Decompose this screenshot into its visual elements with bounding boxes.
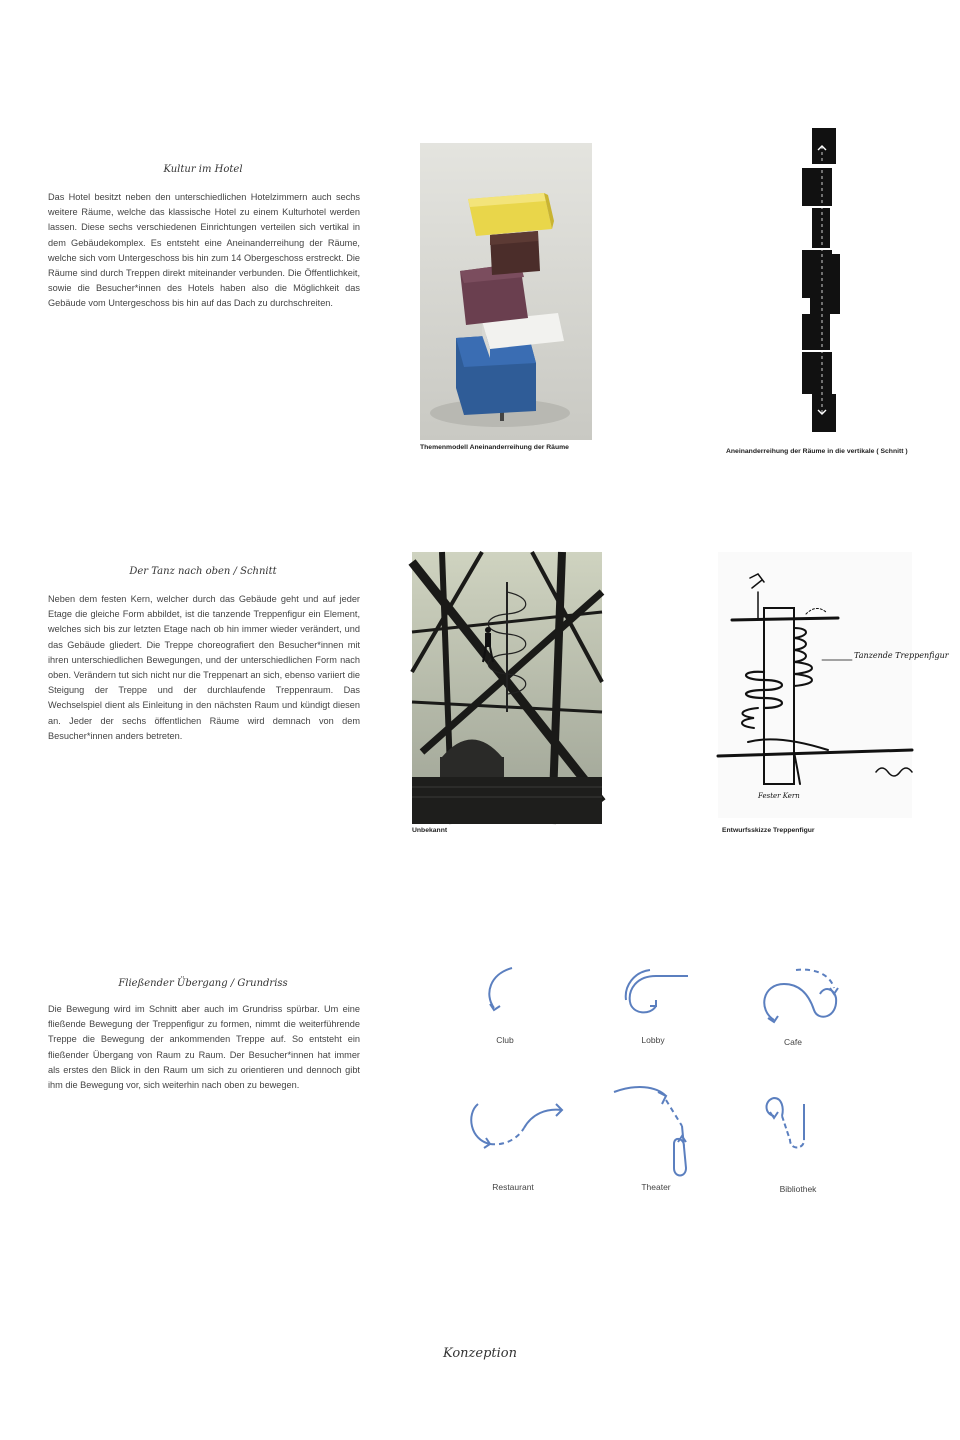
section2-body: Neben dem festen Kern, welcher durch das Gebäude geht und auf jeder Etage die gleiche Form abbildet, ist die tanzende Treppenfigur ein Element, welches sich bis zur letzten Etage nach ob hin immer wieder verändert, und das Gebäude gliedert. Die Treppe choreografiert den Besucher*innen mit ihren unterschiedlichen Bewegungen, und der unterschiedlichen Form nach oben. Verändern tut sich nicht nur die Treppenart an sich, ebenso variiert die Steigung der Treppe und der durchlaufende Treppenraum. Das Wechselspiel dient als Einleitung in den nächsten Raum und kündigt diesen an. Jeder der sechs öffentlichen Räume wird demnach von dem Besucher*innen anders betreten. bbox=[48, 594, 360, 741]
caption-photo: Unbekannt bbox=[412, 827, 448, 834]
caption-sketch: Entwurfsskizze Treppenfigur bbox=[722, 827, 815, 834]
block-model-photo bbox=[420, 143, 592, 440]
diagram-label-cafe: Cafe bbox=[784, 1037, 802, 1047]
diagram-label-restaurant: Restaurant bbox=[492, 1182, 534, 1192]
section1-body: Das Hotel besitzt neben den unterschiedlichen Hotelzimmern auch sechs weitere Räume, welche das klassische Hotel zu einem Kulturhotel werden lassen. Diese sechs verschiedenen Einrichtungen verteilen sich vertikal in dem Gebäudekomplex. Es entsteht eine Aneinanderreihung der Räume, welche sich vom Untergeschoss bis hin zum 14 Obergeschoss erstreckt. Die Räume sind durch Treppen direkt miteinander verbunden. Die Öffentlichkeit, sowie die Besucher*innen des Hotels haben also die Möglichkeit das Gebäude vom Untergeschoss bis hin auf das Dach zu durchschreiten. bbox=[48, 192, 360, 309]
caption-section: Aneinanderreihung der Räume in die vertikale ( Schnitt ) bbox=[726, 448, 908, 455]
cafe-diagram bbox=[758, 964, 842, 1028]
section1-heading: Kultur im Hotel bbox=[163, 164, 243, 175]
club-diagram bbox=[480, 964, 530, 1024]
diagram-label-club: Club bbox=[496, 1035, 514, 1045]
section3-heading: Fließender Übergang / Grundriss bbox=[118, 978, 288, 989]
sketch-label-bottom: Fester Kern bbox=[758, 792, 800, 800]
restaurant-diagram bbox=[466, 1100, 570, 1154]
diagram-label-lobby: Lobby bbox=[641, 1035, 665, 1045]
spiral-staircase-photo bbox=[412, 552, 602, 824]
sketch-label-right: Tanzende Treppenfigur bbox=[854, 651, 949, 660]
diagram-label-bibliothek: Bibliothek bbox=[779, 1184, 817, 1194]
diagram-label-theater: Theater bbox=[641, 1182, 671, 1192]
caption-model: Themenmodell Aneinanderreihung der Räume bbox=[420, 444, 569, 451]
stair-sketch bbox=[718, 552, 949, 818]
bibliothek-diagram bbox=[760, 1094, 816, 1154]
section2-heading: Der Tanz nach oben / Schnitt bbox=[129, 566, 277, 577]
section3-body: Die Bewegung wird im Schnitt aber auch im Grundriss spürbar. Um eine fließende Bewegung der Treppenfigur zu formen, nimmt die weiterführende Treppe die Bewegung der ankommenden Treppe auf. So entsteht ein fließender Übergang von Raum zu Raum. Der Besucher*innen hat immer als erstes den Blick in den Raum um sich zu orientieren und dennoch gibt ihm die Bewegung vor, sich weiterhin nach oben zu bewegen. bbox=[48, 1004, 360, 1091]
page-title: Konzeption bbox=[442, 1346, 517, 1361]
theater-diagram bbox=[612, 1082, 702, 1182]
vertical-section-diagram bbox=[796, 126, 846, 436]
lobby-diagram bbox=[622, 964, 692, 1024]
